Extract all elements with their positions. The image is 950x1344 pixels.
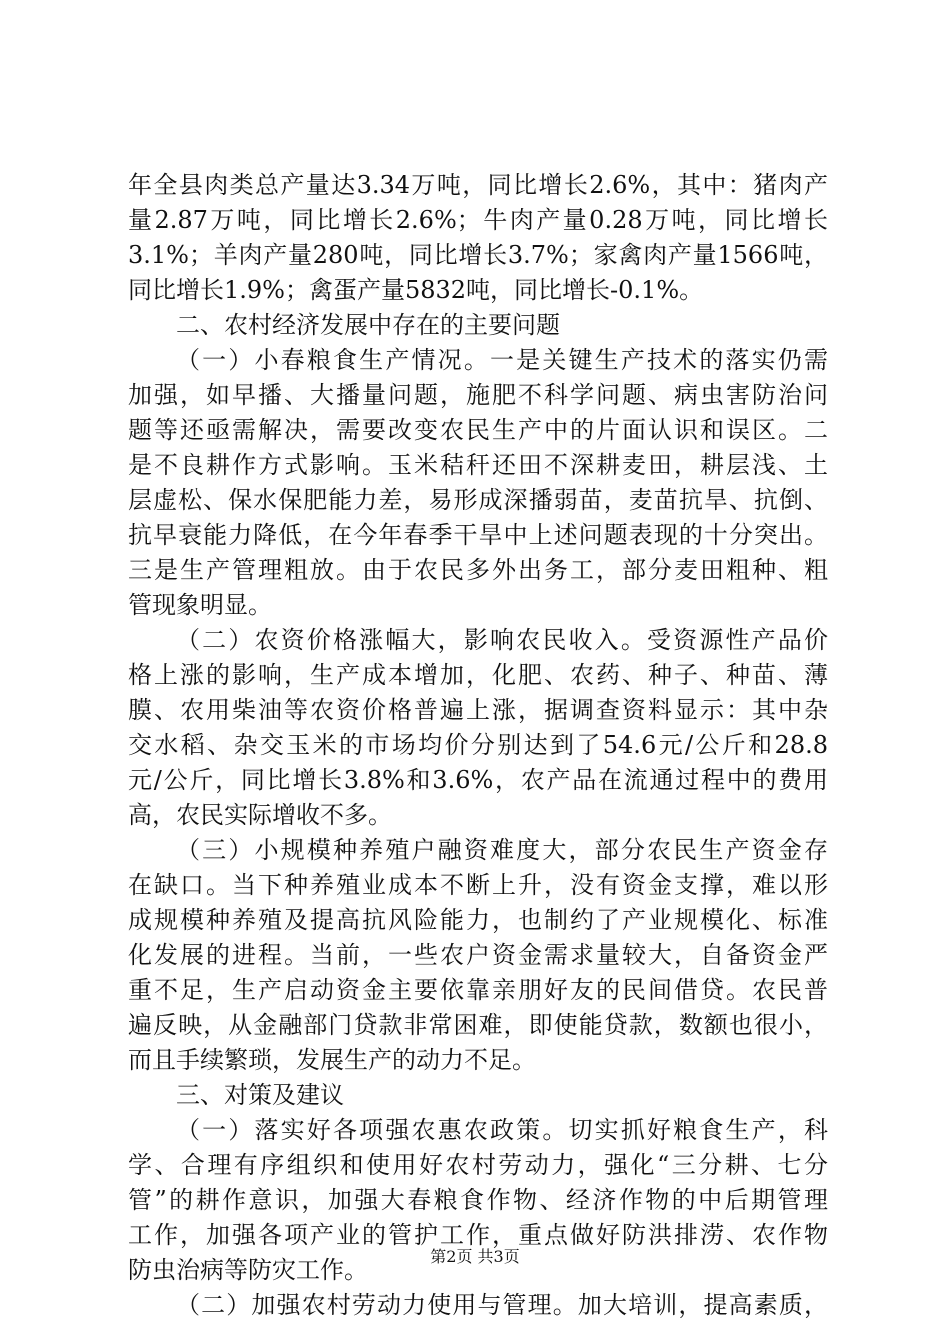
text-line: 管现象明显。	[128, 591, 272, 619]
text-line: （一）落实好各项强农惠农政策。切实抓好粮食生产，科	[176, 1116, 828, 1144]
text-line: 3.1%；羊肉产量280吨，同比增长3.7%；家禽肉产量1566吨，	[128, 241, 828, 269]
text-line: （一）小春粮食生产情况。一是关键生产技术的落实仍需	[176, 346, 828, 374]
text-line: 重不足，生产启动资金主要依靠亲朋好友的民间借贷。农民普	[128, 976, 828, 1004]
text-line: 年全县肉类总产量达3.34万吨，同比增长2.6%，其中：猪肉产	[128, 171, 828, 199]
paragraph	[128, 1288, 828, 1323]
paragraph	[128, 168, 828, 308]
text-line: （二）加强农村劳动力使用与管理。加大培训，提高素质，	[176, 1291, 828, 1319]
document-body	[128, 168, 828, 1323]
text-line: 量2.87万吨，同比增长2.6%；牛肉产量0.28万吨，同比增长	[128, 206, 828, 234]
paragraph	[128, 623, 828, 833]
paragraph	[128, 833, 828, 1078]
text-line: 在缺口。当下种养殖业成本不断上升，没有资金支撑，难以形	[128, 871, 828, 899]
text-line: 三是生产管理粗放。由于农民多外出务工，部分麦田粗种、粗	[128, 556, 828, 584]
text-line: 二、农村经济发展中存在的主要问题	[176, 311, 560, 339]
text-line: （二）农资价格涨幅大，影响农民收入。受资源性产品价	[176, 626, 828, 654]
text-line: 高，农民实际增收不多。	[128, 801, 392, 829]
text-line: 而且手续繁琐，发展生产的动力不足。	[128, 1046, 536, 1074]
text-line: 抗早衰能力降低，在今年春季干旱中上述问题表现的十分突出。	[128, 521, 828, 549]
section-heading	[128, 1078, 828, 1113]
text-line: 遍反映，从金融部门贷款非常困难，即使能贷款，数额也很小，	[128, 1011, 828, 1039]
paragraph	[128, 343, 828, 623]
text-line: 学、合理有序组织和使用好农村劳动力，强化“三分耕、七分	[128, 1151, 828, 1179]
section-heading	[128, 308, 828, 343]
text-line: 元/公斤，同比增长3.8%和3.6%，农产品在流通过程中的费用	[128, 766, 828, 794]
text-line: 交水稻、杂交玉米的市场均价分别达到了54.6元/公斤和28.8	[128, 731, 828, 759]
text-line: 同比增长1.9%；禽蛋产量5832吨，同比增长-0.1%。	[128, 276, 704, 304]
text-line: 膜、农用柴油等农资价格普遍上涨，据调查资料显示：其中杂	[128, 696, 828, 724]
text-line: 工作，加强各项产业的管护工作，重点做好防洪排涝、农作物	[128, 1221, 828, 1249]
text-line: 格上涨的影响，生产成本增加，化肥、农药、种子、种苗、薄	[128, 661, 828, 689]
text-line: 题等还亟需解决，需要改变农民生产中的片面认识和误区。二	[128, 416, 828, 444]
text-line: 管”的耕作意识，加强大春粮食作物、经济作物的中后期管理	[128, 1186, 828, 1214]
text-line: 防虫治病等防灾工作。	[128, 1256, 368, 1284]
text-line: 层虚松、保水保肥能力差，易形成深播弱苗，麦苗抗旱、抗倒、	[128, 486, 828, 514]
text-line: 成规模种养殖及提高抗风险能力，也制约了产业规模化、标准	[128, 906, 828, 934]
text-line: 加强，如早播、大播量问题，施肥不科学问题、病虫害防治问	[128, 381, 828, 409]
text-line: 是不良耕作方式影响。玉米秸秆还田不深耕麦田，耕层浅、土	[128, 451, 828, 479]
page-footer: 第2页 共3页	[430, 1247, 520, 1266]
text-line: （三）小规模种养殖户融资难度大，部分农民生产资金存	[176, 836, 828, 864]
text-line: 三、对策及建议	[176, 1081, 344, 1109]
text-line: 化发展的进程。当前，一些农户资金需求量较大，自备资金严	[128, 941, 828, 969]
